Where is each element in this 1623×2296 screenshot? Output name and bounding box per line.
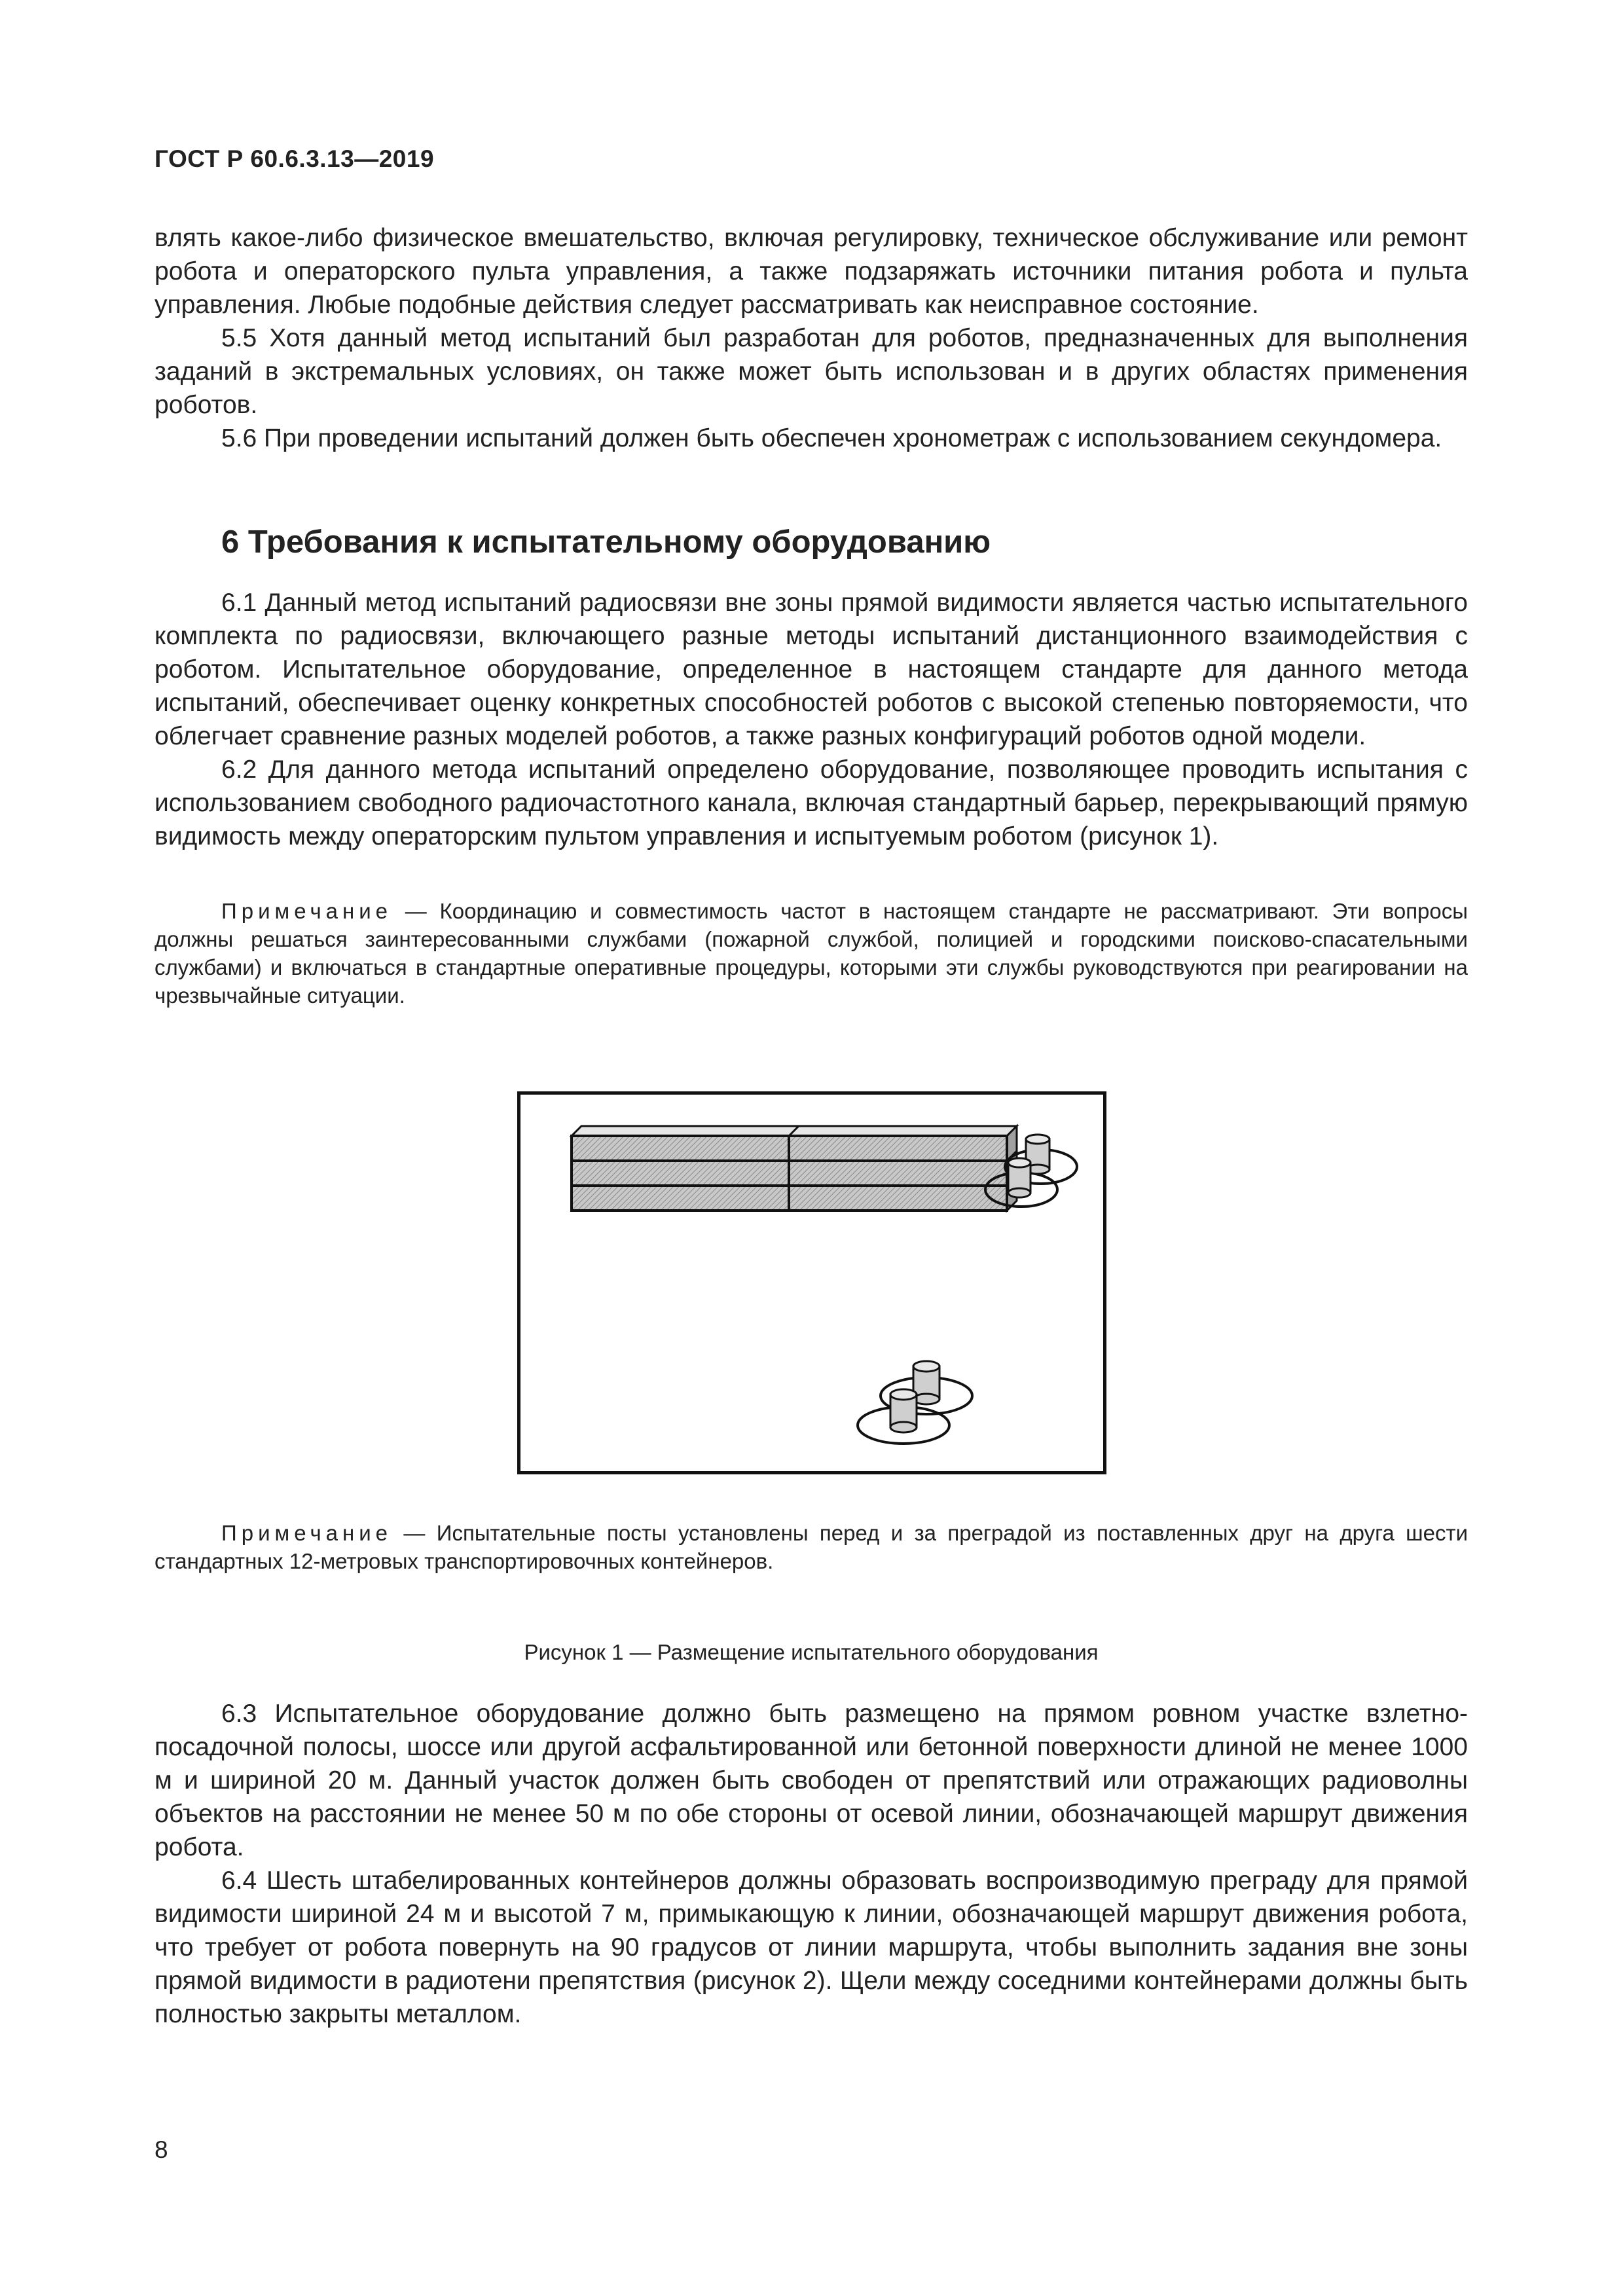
section-6-text-block xyxy=(155,586,1468,853)
document-header: ГОСТ Р 60.6.3.13—2019 xyxy=(155,145,435,172)
figure-1-note xyxy=(155,1519,1468,1575)
paragraph-6-4: 6.4 Шесть штабелированных контейнеров должны образовать воспроизводимую преграду для прямой видимости шириной 24 м и высотой 7 м, примыкающую к линии, обозначающей маршрут движения робота, что требует от робота повернуть на 90 градусов от линии маршрута, чтобы выполнить задания вне зоны прямой видимости в радиотени препятствия (рисунок 2). Щели между соседними контейнерами должны быть полностью закрыты металлом. xyxy=(155,1867,1468,2028)
figure-note-text: — Испытательные посты установлены перед и за преградой из поставленных друг на друга шести стандартных 12-метровых транспортировочных контейнеров. xyxy=(155,1521,1468,1573)
paragraph-5-6: 5.6 При проведении испытаний должен быть обеспечен хронометраж с использованием секундомера. xyxy=(221,424,1442,452)
paragraph-6-3: 6.3 Испытательное оборудование должно быть размещено на прямом ровном участке взлетно-посадочной полосы, шоссе или другой асфальтированной или бетонной поверхности длиной не менее 1000 м и шириной 20 м. Данный участок должен быть свободен от препятствий или отражающих радиоволны объектов на расстоянии не менее 50 м по обе стороны от осевой линии, обозначающей маршрут движения робота. xyxy=(155,1700,1468,1861)
figure-note-label: Примечание xyxy=(221,1521,393,1545)
note-1-label: Примечание xyxy=(221,899,393,923)
bottom-text-block xyxy=(155,1697,1468,2031)
note-1 xyxy=(155,897,1468,1010)
figure-1-caption: Рисунок 1 — Размещение испытательного оборудования xyxy=(524,1640,1099,1664)
test-post-front-of-barrier xyxy=(858,1361,972,1444)
top-text-block xyxy=(155,221,1468,455)
paragraph-6-2: 6.2 Для данного метода испытаний определено оборудование, позволяющее проводить испытания с использованием свободного радиочастотного канала, включая стандартный барьер, перекрывающий прямую видимость между операторским пультом управления и испытуемым роботом (рисунок 1). xyxy=(155,756,1468,850)
page-number: 8 xyxy=(155,2136,168,2163)
figure-1-diagram xyxy=(517,1091,1106,1474)
paragraph-6-1: 6.1 Данный метод испытаний радиосвязи вне зоны прямой видимости является частью испытательного комплекта по радиосвязи, включающего разные методы испытаний дистанционного взаимодействия с роботом. Испытательное оборудование, определенное в настоящем стандарте для данного метода испытаний, обеспечивает оценку конкретных способностей роботов с высокой степенью повторяемости, что облегчает сравнение разных моделей роботов, а также разных конфигураций роботов одной модели. xyxy=(155,589,1468,750)
section-6-heading: 6 Требования к испытательному оборудованию xyxy=(221,524,991,560)
paragraph-5-5: 5.5 Хотя данный метод испытаний был разработан для роботов, предназначенных для выполнения заданий в экстремальных условиях, он также может быть использован и в других областях применения роботов. xyxy=(155,324,1468,419)
stacked-containers xyxy=(572,1126,1017,1211)
paragraph-continuation: влять какое-либо физическое вмешательство, включая регулировку, техническое обслуживание или ремонт робота и операторского пульта управления, а также подзаряжать источники питания робота и пульта управления. Любые подобные действия следует рассматривать как неисправное состояние. xyxy=(155,224,1468,319)
note-1-text: — Координацию и совместимость частот в настоящем стандарте не рассматривают. Эти вопросы должны решаться заинтересованными службами (пожарной службой, полицией и городскими поисково-спасательными службами) и включаться в стандартные оперативные процедуры, которыми эти службы руководствуются при реагировании на чрезвычайные ситуации. xyxy=(155,899,1468,1008)
